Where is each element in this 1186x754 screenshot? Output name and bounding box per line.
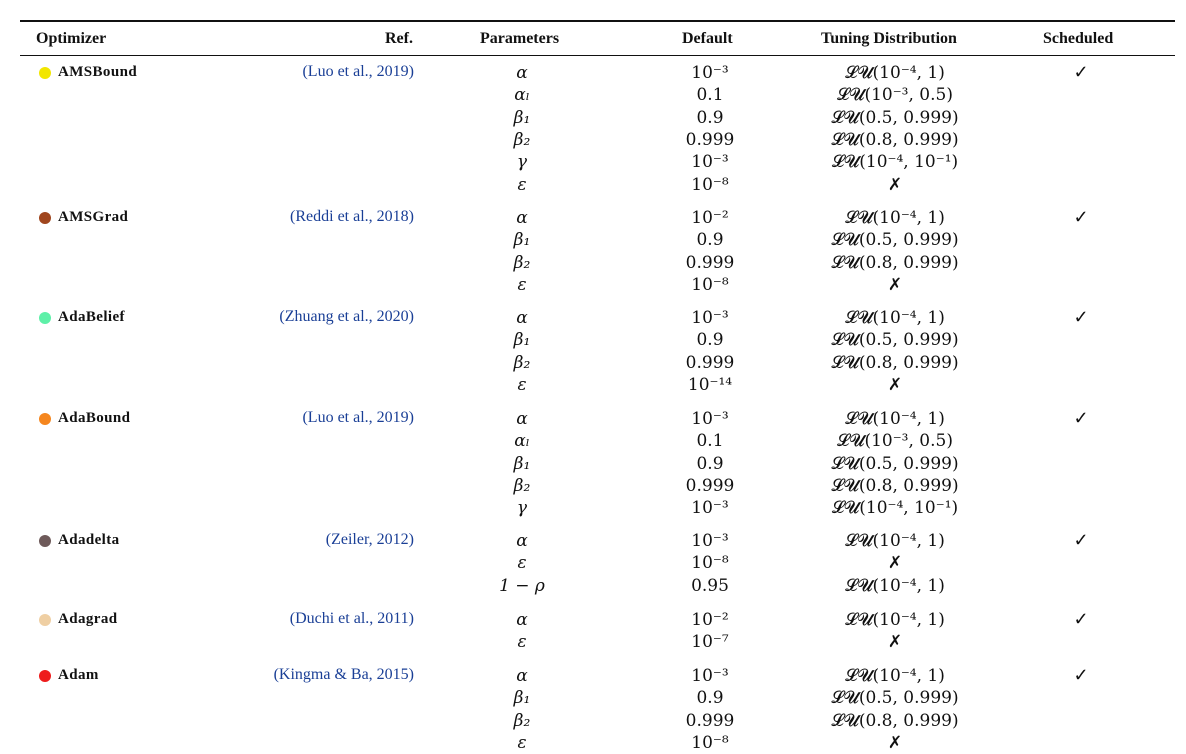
parameter-symbol: γ — [516, 498, 528, 518]
table-top-rule — [20, 20, 1175, 22]
parameter-symbol: α — [516, 208, 528, 228]
tuning-distribution: 𝓛𝓤(10⁻⁴, 1) — [845, 409, 945, 429]
default-value: 0.9 — [696, 454, 724, 474]
optimizer-reference-link: (Zhuang et al., 2020) — [279, 308, 414, 325]
parameter-symbol: β₁ — [513, 108, 531, 128]
optimizer-color-dot — [39, 535, 51, 547]
default-value: 0.9 — [696, 330, 724, 350]
tuning-distribution: 𝓛𝓤(0.5, 0.999) — [831, 688, 959, 708]
tuning-distribution: ✗ — [887, 733, 903, 753]
optimizer-color-dot — [39, 312, 51, 324]
default-value: 0.95 — [691, 576, 729, 596]
optimizer-reference-link: (Zeiler, 2012) — [325, 531, 414, 548]
tuning-distribution: 𝓛𝓤(10⁻⁴, 10⁻¹) — [831, 152, 959, 172]
scheduled-checkmark: ✓ — [1073, 609, 1089, 630]
optimizer-name: AMSBound — [58, 64, 138, 80]
default-value: 10⁻³ — [691, 308, 729, 328]
parameter-symbol: γ — [516, 152, 528, 172]
tuning-distribution: ✗ — [887, 275, 903, 295]
tuning-distribution: 𝓛𝓤(10⁻⁴, 10⁻¹) — [831, 498, 959, 518]
optimizer-color-dot — [39, 67, 51, 79]
header-parameters: Parameters — [480, 30, 560, 47]
default-value: 0.1 — [696, 85, 724, 105]
optimizer-reference-link: (Duchi et al., 2011) — [289, 610, 414, 627]
tuning-distribution: 𝓛𝓤(0.5, 0.999) — [831, 330, 959, 350]
default-value: 10⁻² — [691, 208, 729, 228]
parameter-symbol: ε — [517, 275, 527, 295]
scheduled-checkmark: ✓ — [1073, 665, 1089, 686]
header-optimizer: Optimizer — [36, 30, 107, 47]
default-value: 0.1 — [696, 431, 724, 451]
tuning-distribution: 𝓛𝓤(0.8, 0.999) — [831, 476, 959, 496]
default-value: 0.9 — [696, 688, 724, 708]
parameter-symbol: β₁ — [513, 330, 531, 350]
optimizer-color-dot — [39, 614, 51, 626]
parameter-symbol: ε — [517, 175, 527, 195]
default-value: 10⁻³ — [691, 666, 729, 686]
parameter-symbol: αₗ — [514, 85, 530, 105]
parameter-symbol: ε — [517, 553, 527, 573]
tuning-distribution: 𝓛𝓤(0.8, 0.999) — [831, 253, 959, 273]
parameter-symbol: β₂ — [513, 253, 531, 273]
tuning-distribution: 𝓛𝓤(10⁻⁴, 1) — [845, 666, 945, 686]
default-value: 0.9 — [696, 230, 724, 250]
tuning-distribution: 𝓛𝓤(0.8, 0.999) — [831, 711, 959, 731]
default-value: 10⁻⁸ — [691, 275, 729, 295]
default-value: 10⁻³ — [691, 63, 729, 83]
tuning-distribution: ✗ — [887, 632, 903, 652]
parameter-symbol: β₂ — [513, 353, 531, 373]
default-value: 0.9 — [696, 108, 724, 128]
tuning-distribution: 𝓛𝓤(0.8, 0.999) — [831, 353, 959, 373]
scheduled-checkmark: ✓ — [1073, 207, 1089, 228]
default-value: 0.999 — [685, 353, 735, 373]
optimizer-color-dot — [39, 413, 51, 425]
tuning-distribution: 𝓛𝓤(10⁻⁴, 1) — [845, 208, 945, 228]
parameter-symbol: αₗ — [514, 431, 530, 451]
tuning-distribution: 𝓛𝓤(10⁻⁴, 1) — [845, 610, 945, 630]
tuning-distribution: ✗ — [887, 553, 903, 573]
optimizer-name: Adam — [58, 667, 99, 683]
optimizer-reference-link: (Kingma & Ba, 2015) — [273, 666, 414, 683]
parameter-symbol: 1 − ρ — [499, 576, 545, 596]
optimizer-reference-link: (Luo et al., 2019) — [302, 63, 414, 80]
scheduled-checkmark: ✓ — [1073, 530, 1089, 551]
optimizer-reference-link: (Reddi et al., 2018) — [290, 208, 414, 225]
header-scheduled: Scheduled — [1043, 30, 1114, 47]
tuning-distribution: 𝓛𝓤(10⁻³, 0.5) — [837, 85, 953, 105]
default-value: 0.999 — [685, 253, 735, 273]
default-value: 10⁻⁸ — [691, 175, 729, 195]
default-value: 0.999 — [685, 476, 735, 496]
parameter-symbol: α — [516, 531, 528, 551]
optimizer-reference-link: (Luo et al., 2019) — [302, 409, 414, 426]
default-value: 10⁻⁷ — [691, 632, 729, 652]
parameter-symbol: α — [516, 610, 528, 630]
default-value: 0.999 — [685, 711, 735, 731]
default-value: 10⁻² — [691, 610, 729, 630]
parameter-symbol: ε — [517, 632, 527, 652]
default-value: 10⁻³ — [691, 531, 729, 551]
parameter-symbol: α — [516, 409, 528, 429]
parameter-symbol: β₂ — [513, 711, 531, 731]
default-value: 10⁻¹⁴ — [687, 375, 733, 395]
tuning-distribution: 𝓛𝓤(0.5, 0.999) — [831, 454, 959, 474]
default-value: 10⁻³ — [691, 152, 729, 172]
scheduled-checkmark: ✓ — [1073, 408, 1089, 429]
optimizer-name: AdaBound — [58, 410, 131, 426]
parameter-symbol: β₁ — [513, 230, 531, 250]
tuning-distribution: 𝓛𝓤(0.5, 0.999) — [831, 108, 959, 128]
parameter-symbol: β₂ — [513, 476, 531, 496]
optimizer-name: Adadelta — [58, 532, 120, 548]
parameter-symbol: α — [516, 666, 528, 686]
tuning-distribution: 𝓛𝓤(10⁻⁴, 1) — [845, 531, 945, 551]
optimizer-name: Adagrad — [58, 611, 118, 627]
header-tuning-distribution: Tuning Distribution — [821, 30, 957, 47]
default-value: 0.999 — [685, 130, 735, 150]
tuning-distribution: 𝓛𝓤(10⁻³, 0.5) — [837, 431, 953, 451]
tuning-distribution: 𝓛𝓤(10⁻⁴, 1) — [845, 63, 945, 83]
scheduled-checkmark: ✓ — [1073, 62, 1089, 83]
tuning-distribution: 𝓛𝓤(0.5, 0.999) — [831, 230, 959, 250]
parameter-symbol: ε — [517, 733, 527, 753]
tuning-distribution: ✗ — [887, 175, 903, 195]
default-value: 10⁻⁸ — [691, 733, 729, 753]
parameter-symbol: β₁ — [513, 454, 531, 474]
default-value: 10⁻³ — [691, 409, 729, 429]
optimizer-name: AMSGrad — [58, 209, 129, 225]
header-ref: Ref. — [385, 30, 413, 47]
parameter-symbol: β₂ — [513, 130, 531, 150]
parameter-symbol: α — [516, 308, 528, 328]
default-value: 10⁻⁸ — [691, 553, 729, 573]
tuning-distribution: ✗ — [887, 375, 903, 395]
tuning-distribution: 𝓛𝓤(0.8, 0.999) — [831, 130, 959, 150]
default-value: 10⁻³ — [691, 498, 729, 518]
parameter-symbol: β₁ — [513, 688, 531, 708]
header-default: Default — [682, 30, 733, 47]
table-header-rule — [20, 55, 1175, 56]
parameter-symbol: ε — [517, 375, 527, 395]
optimizer-name: AdaBelief — [58, 309, 125, 325]
optimizer-color-dot — [39, 212, 51, 224]
parameter-symbol: α — [516, 63, 528, 83]
tuning-distribution: 𝓛𝓤(10⁻⁴, 1) — [845, 576, 945, 596]
tuning-distribution: 𝓛𝓤(10⁻⁴, 1) — [845, 308, 945, 328]
optimizer-color-dot — [39, 670, 51, 682]
scheduled-checkmark: ✓ — [1073, 307, 1089, 328]
